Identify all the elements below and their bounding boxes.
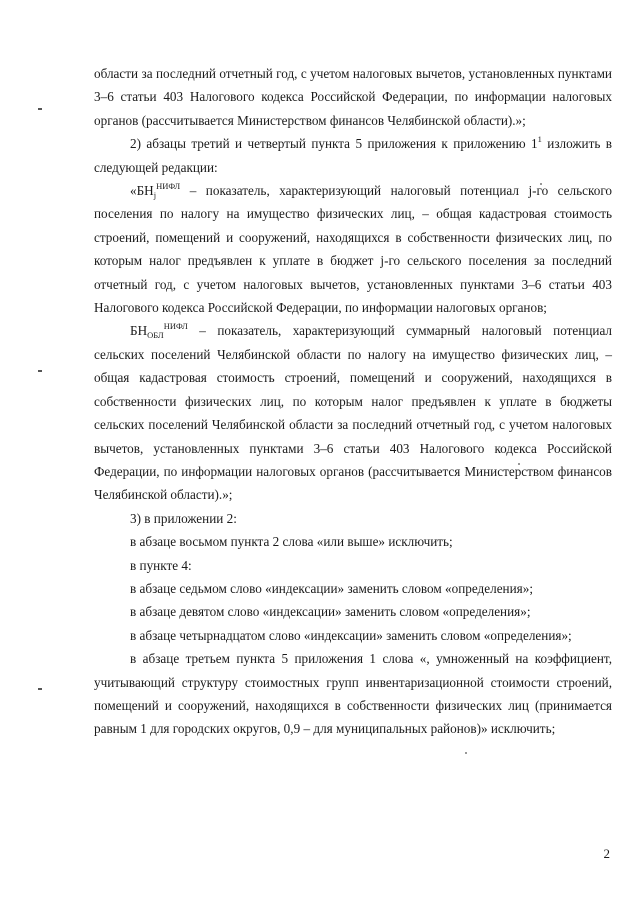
subscript: ОБЛ: [147, 330, 164, 341]
paragraph-text: – показатель, характеризующий суммарный налоговый потенциал сельских поселений Челябинской области по налогу на имущество физических лиц, – общая кадастровая стоимость строений, помещений и сооружений, находящихся в собственности физических лиц, по которым налог предъявлен к уплате в бюджеты сельских поселений Челябинской области за последний отчетный год, с учетом налоговых вычетов, установленных пунктами 3–6 статьи 403 Налогового кодекса Российской Федерации, по информации налоговых органов (рассчитывается Министерством финансов Челябинской области).»;: [94, 323, 612, 503]
superscript: НИФЛ: [163, 321, 188, 332]
superscript: 1: [537, 134, 542, 145]
paragraph: в абзаце седьмом слово «индексации» заменить словом «определения»;: [130, 580, 533, 596]
page-number: 2: [603, 846, 610, 861]
paragraph: в абзаце третьем пункта 5 приложения 1 слова «, умноженный на коэффициент, учитывающий структуру стоимостных групп инвентаризационной стоимости строений, помещений и сооружений, находящихся в собственности физических лиц (принимается равным 1 для городских округов, 0,9 – для муниципальных районов)» исключить;: [94, 651, 612, 737]
document-body: [94, 62, 612, 741]
paragraph: в абзаце восьмом пункта 2 слова «или выше» исключить;: [130, 534, 453, 550]
formula-symbol: БН: [130, 323, 148, 339]
paragraph-text: изложить в следующей редакции:: [94, 136, 612, 175]
paragraph: [94, 319, 612, 506]
paragraph: в пункте 4:: [130, 557, 192, 573]
paragraph: в абзаце четырнадцатом слово «индексации» заменить словом «определения»;: [130, 627, 572, 643]
paragraph: области за последний отчетный год, с учетом налоговых вычетов, установленных пунктами 3–6 статьи 403 Налогового кодекса Российской Федерации, по информации налоговых органов (рассчитывается Министерством финансов Челябинской области).»;: [94, 66, 612, 128]
paragraph: [94, 132, 612, 179]
paragraph: 3) в приложении 2:: [130, 510, 237, 526]
subscript: j: [153, 190, 157, 201]
scan-speck: [465, 752, 467, 754]
margin-mark: [38, 108, 42, 110]
formula-symbol: «БН: [130, 183, 154, 199]
superscript: НИФЛ: [156, 181, 181, 192]
paragraph-text: 2) абзацы третий и четвертый пункта 5 приложения к приложению 1: [130, 136, 538, 152]
paragraph: в абзаце девятом слово «индексации» заменить словом «определения»;: [130, 604, 531, 620]
margin-mark: [38, 688, 42, 690]
paragraph-text: – показатель, характеризующий налоговый потенциал j-го сельского поселения по налогу на имущество физических лиц, – общая кадастровая стоимость строений, помещений и сооружений, находящихся в собственности физических лиц, по которым налог предъявлен к уплате в бюджет j-го сельского поселения за последний отчетный год, с учетом налоговых вычетов, установленных пунктами 3–6 статьи 403 Налогового кодекса Российской Федерации, по информации налоговых органов;: [94, 183, 612, 316]
margin-mark: [38, 370, 42, 372]
paragraph: [94, 179, 612, 319]
